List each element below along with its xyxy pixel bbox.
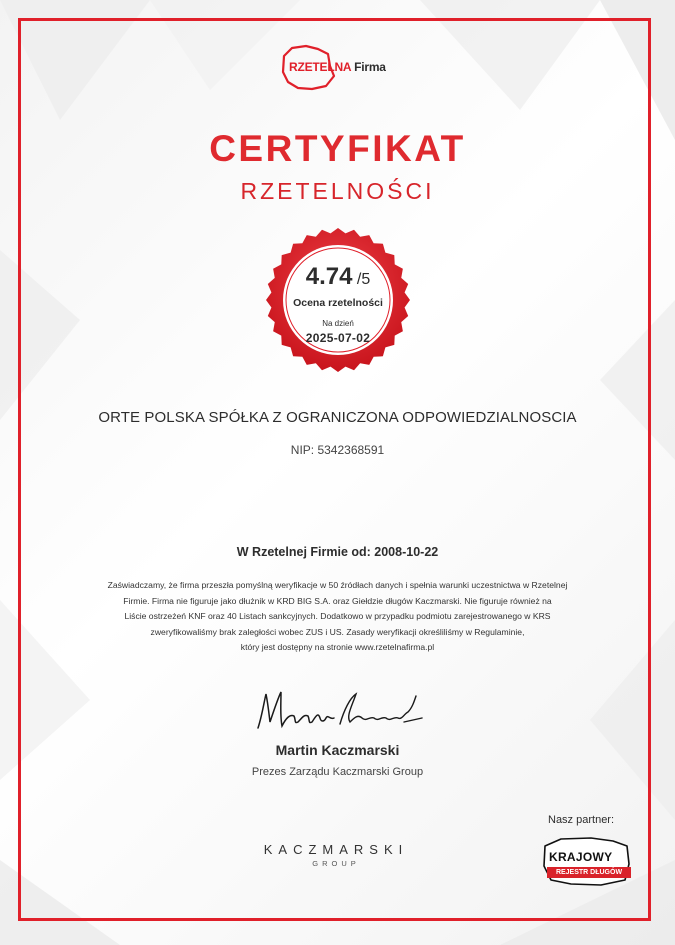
rating-score	[265, 263, 411, 291]
rating-date-label: Na dzień	[322, 319, 354, 328]
statement-line: Liście ostrzeżeń KNF oraz 40 Listach sankcyjnych. Dodatkowo w przypadku podmiotu zarejestrowanego w KRS	[124, 611, 551, 621]
signer-role: Prezes Zarządu Kaczmarski Group	[251, 766, 424, 778]
statement-line: zweryfikowaliśmy brak zaległości wobec ZUS i US. Zasady weryfikacji określiliśmy w Regulaminie,	[150, 626, 525, 637]
logo-brand-red: RZETELNA	[289, 60, 351, 74]
handwritten-signature	[254, 688, 424, 734]
company-nip: NIP: 5342368591	[290, 443, 385, 457]
statement-text	[40, 578, 635, 656]
kaczmarski-group-logo	[236, 842, 436, 868]
rating-date: 2025-07-02	[305, 331, 371, 345]
logo-text	[289, 60, 386, 74]
statement-line: Zaświadczamy, że firma przeszła pomyślną weryfikacje w 50 źródłach danych i spełnia warunki uczestnictwa w Rzetelnej	[107, 580, 568, 590]
certificate-title: CERTYFIKAT	[209, 128, 466, 169]
rating-label: Ocena rzetelności	[293, 297, 383, 309]
signer-name: Martin Kaczmarski	[275, 742, 400, 758]
brand-sub: GROUP	[312, 859, 360, 868]
statement-line: Firmie. Firma nie figuruje jako dłużnik w KRD BIG S.A. oraz Giełdzie długów Kaczmarski. Nie figuruje również na	[123, 595, 552, 606]
company-name: ORTE POLSKA SPÓŁKA Z OGRANICZONA ODPOWIEDZIALNOSCIA	[98, 409, 577, 426]
partner-logo-top: KRAJOWY	[549, 850, 613, 864]
membership-since: W Rzetelnej Firmie od: 2008-10-22	[236, 545, 439, 559]
rating-score-value: 4.74	[305, 263, 353, 290]
rzetelna-firma-logo	[278, 42, 403, 92]
rating-seal	[265, 227, 411, 373]
statement-line: który jest dostępny na stronie www.rzetelnafirma.pl	[240, 642, 435, 652]
certificate-subtitle: RZETELNOŚCI	[240, 178, 435, 204]
krd-partner-logo	[541, 836, 631, 886]
logo-brand-dark: Firma	[354, 60, 386, 74]
partner-label: Nasz partner:	[548, 814, 615, 826]
brand-main: KACZMARSKI	[263, 842, 409, 857]
rating-score-max: /5	[356, 271, 371, 288]
partner-logo-bottom: REJESTR DŁUGÓW	[547, 867, 631, 878]
